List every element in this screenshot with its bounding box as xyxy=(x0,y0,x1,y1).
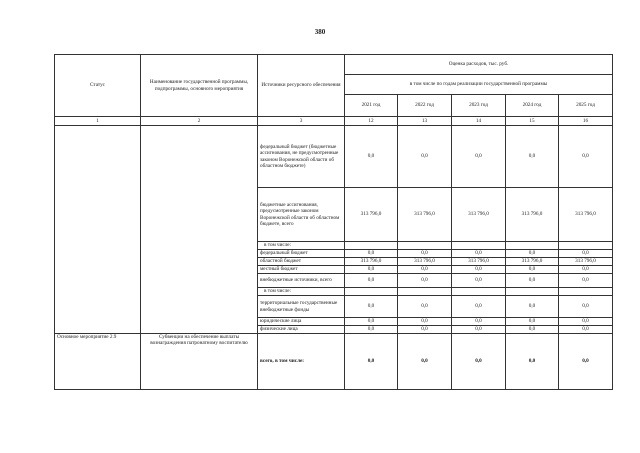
value-cell: 0,0 xyxy=(506,250,559,258)
column-number-row xyxy=(55,117,613,126)
measure-row xyxy=(55,334,613,390)
value-cell xyxy=(559,288,613,296)
name-cell xyxy=(141,126,258,334)
source-cell: физические лица xyxy=(258,326,345,334)
column-number: 2 xyxy=(141,117,258,126)
value-cell: 0,0 xyxy=(398,318,452,326)
value-cell: 0,0 xyxy=(398,126,452,188)
value-cell: 313 796,0 xyxy=(559,258,613,266)
value-cell: 313 796,0 xyxy=(452,258,506,266)
header-estimate: Оценка расходов, тыс. руб. xyxy=(345,55,613,75)
value-cell xyxy=(398,288,452,296)
status-cell xyxy=(55,126,141,334)
value-cell: 0,0 xyxy=(559,326,613,334)
page-number: 380 xyxy=(314,28,326,36)
year-header: 2025 год xyxy=(559,95,613,117)
value-cell xyxy=(452,242,506,250)
value-cell: 0,0 xyxy=(452,266,506,274)
measure-value: 0,0 xyxy=(506,334,559,390)
value-cell: 0,0 xyxy=(506,126,559,188)
source-cell: территориальные государственные внебюджетные фонды xyxy=(258,296,345,318)
value-cell: 0,0 xyxy=(398,250,452,258)
source-cell: федеральный бюджет (бюджетные ассигнования, не предусмотренные законом Воронежской области об областном бюджете) xyxy=(258,126,345,188)
year-header: 2023 год xyxy=(452,95,506,117)
source-cell: юридические лица xyxy=(258,318,345,326)
value-cell: 0,0 xyxy=(559,250,613,258)
value-cell xyxy=(559,242,613,250)
value-cell: 0,0 xyxy=(452,126,506,188)
measure-status: Основное мероприятие 2.9 xyxy=(55,334,141,390)
year-header: 2022 год xyxy=(398,95,452,117)
value-cell xyxy=(506,242,559,250)
source-cell: в том числе: xyxy=(258,288,345,296)
year-header: 2021 год xyxy=(345,95,398,117)
source-cell: областной бюджет xyxy=(258,258,345,266)
value-cell: 0,0 xyxy=(452,318,506,326)
value-cell: 313 796,0 xyxy=(398,188,452,242)
column-number: 1 xyxy=(55,117,141,126)
header-name: Наименование государственной программы, подпрограммы, основного мероприятия xyxy=(141,55,258,117)
header-row xyxy=(55,55,613,75)
measure-value: 0,0 xyxy=(345,334,398,390)
column-number: 14 xyxy=(452,117,506,126)
value-cell xyxy=(345,288,398,296)
value-cell: 0,0 xyxy=(559,296,613,318)
value-cell: 0,0 xyxy=(345,274,398,288)
value-cell xyxy=(345,242,398,250)
measure-value: 0,0 xyxy=(559,334,613,390)
column-number: 16 xyxy=(559,117,613,126)
value-cell xyxy=(398,242,452,250)
value-cell: 0,0 xyxy=(452,326,506,334)
value-cell: 0,0 xyxy=(452,250,506,258)
value-cell xyxy=(506,288,559,296)
value-cell: 0,0 xyxy=(559,126,613,188)
expense-table xyxy=(54,54,613,390)
value-cell: 0,0 xyxy=(506,326,559,334)
measure-source: всего, в том числе: xyxy=(258,334,345,390)
measure-name: Субвенции на обеспечение выплаты вознаграждения патронатному воспитателю xyxy=(141,334,258,390)
table-row xyxy=(55,126,613,188)
source-cell: местный бюджет xyxy=(258,266,345,274)
value-cell: 0,0 xyxy=(398,274,452,288)
value-cell: 313 796,0 xyxy=(345,258,398,266)
header-by-years: в том числе по годам реализации государственной программы xyxy=(345,75,613,95)
source-cell: федеральный бюджет xyxy=(258,250,345,258)
value-cell xyxy=(452,288,506,296)
header-source: Источники ресурсного обеспечения xyxy=(258,55,345,117)
value-cell: 0,0 xyxy=(345,250,398,258)
value-cell: 0,0 xyxy=(398,296,452,318)
value-cell: 0,0 xyxy=(345,126,398,188)
value-cell: 0,0 xyxy=(559,318,613,326)
value-cell: 313 796,0 xyxy=(506,188,559,242)
value-cell: 313 796,0 xyxy=(345,188,398,242)
value-cell: 0,0 xyxy=(452,274,506,288)
value-cell: 313 796,0 xyxy=(559,188,613,242)
value-cell: 0,0 xyxy=(345,296,398,318)
value-cell: 0,0 xyxy=(506,318,559,326)
source-cell: бюджетные ассигнования, предусмотренные законом Воронежской области об областном бюджете, всего xyxy=(258,188,345,242)
header-status: Статус xyxy=(55,55,141,117)
column-number: 13 xyxy=(398,117,452,126)
measure-value: 0,0 xyxy=(398,334,452,390)
value-cell: 313 796,0 xyxy=(506,258,559,266)
measure-value: 0,0 xyxy=(452,334,506,390)
column-number: 12 xyxy=(345,117,398,126)
value-cell: 0,0 xyxy=(506,274,559,288)
column-number: 3 xyxy=(258,117,345,126)
value-cell: 0,0 xyxy=(398,266,452,274)
value-cell: 0,0 xyxy=(398,326,452,334)
value-cell: 0,0 xyxy=(506,296,559,318)
source-cell: внебюджетные источники, всего xyxy=(258,274,345,288)
value-cell: 0,0 xyxy=(452,296,506,318)
source-cell: в том числе: xyxy=(258,242,345,250)
value-cell: 313 796,0 xyxy=(398,258,452,266)
value-cell: 0,0 xyxy=(345,266,398,274)
value-cell: 0,0 xyxy=(506,266,559,274)
year-header: 2024 год xyxy=(506,95,559,117)
column-number: 15 xyxy=(506,117,559,126)
value-cell: 0,0 xyxy=(559,274,613,288)
value-cell: 0,0 xyxy=(559,266,613,274)
value-cell: 0,0 xyxy=(345,318,398,326)
value-cell: 0,0 xyxy=(345,326,398,334)
value-cell: 313 796,0 xyxy=(452,188,506,242)
